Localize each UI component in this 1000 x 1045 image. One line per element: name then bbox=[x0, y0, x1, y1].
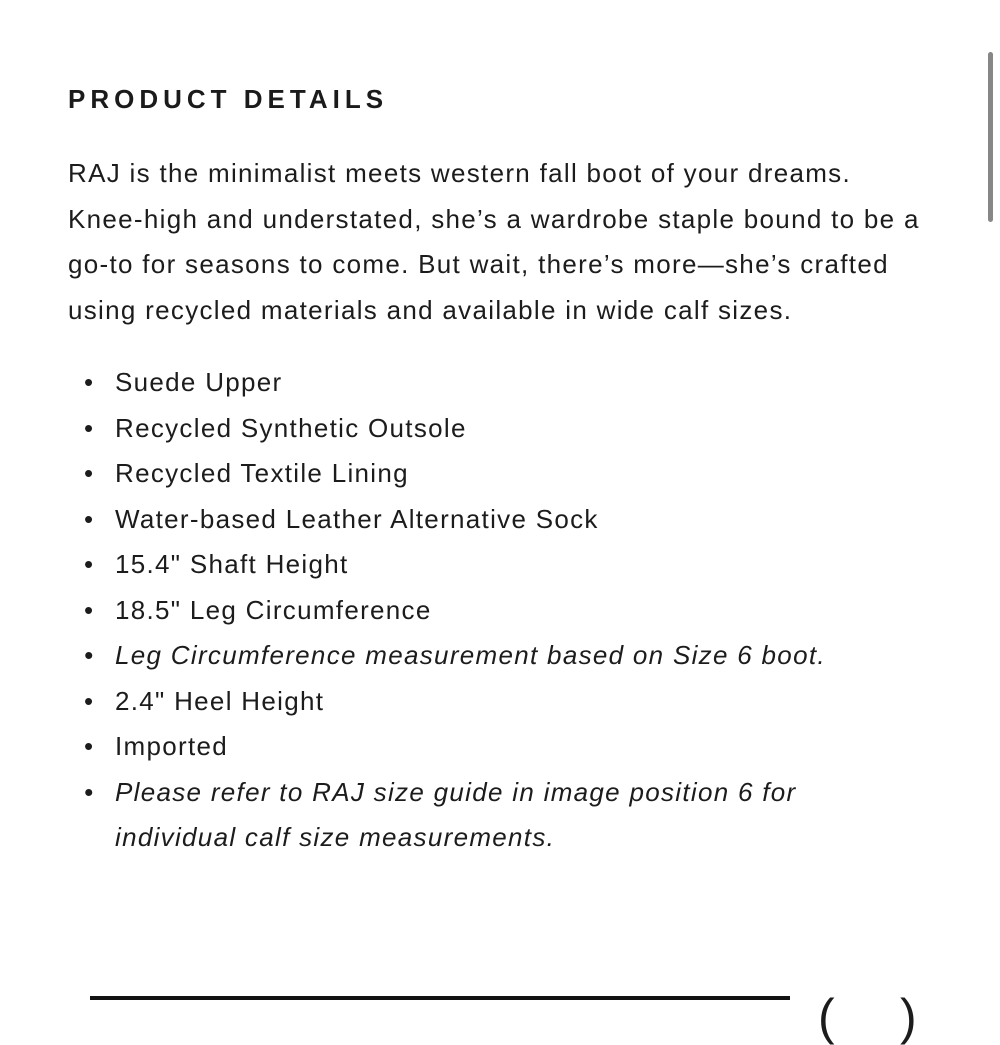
list-item: • Leg Circumference measurement based on Size 6 boot. bbox=[115, 633, 920, 679]
page-title: PRODUCT DETAILS bbox=[68, 84, 389, 114]
bottom-button-partial[interactable] bbox=[90, 996, 790, 1000]
list-item: • Please refer to RAJ size guide in image position 6 for individual calf size measurements. bbox=[115, 770, 920, 861]
list-item: • Imported bbox=[115, 724, 920, 770]
partial-parentheses-text bbox=[812, 989, 932, 1045]
list-item: • 15.4" Shaft Height bbox=[115, 542, 920, 588]
list-item: • 2.4" Heel Height bbox=[115, 679, 920, 725]
list-item: • Recycled Synthetic Outsole bbox=[115, 406, 920, 452]
list-item: • Recycled Textile Lining bbox=[115, 451, 920, 497]
product-details-section bbox=[68, 84, 920, 861]
list-item: • Suede Upper bbox=[115, 360, 920, 406]
right-paren-glyph: ) bbox=[900, 989, 917, 1045]
scrollbar-thumb[interactable] bbox=[988, 52, 993, 222]
product-description: RAJ is the minimalist meets western fall boot of your dreams. Knee-high and understated, she’s a wardrobe staple bound to be a go-to for seasons to come. But wait, there’s more—she’s crafted using recycled materials and available in wide calf sizes. bbox=[68, 158, 920, 325]
left-paren-glyph: ( bbox=[818, 989, 835, 1045]
list-item: • Water-based Leather Alternative Sock bbox=[115, 497, 920, 543]
product-features-list bbox=[68, 360, 920, 861]
list-item: • 18.5" Leg Circumference bbox=[115, 588, 920, 634]
